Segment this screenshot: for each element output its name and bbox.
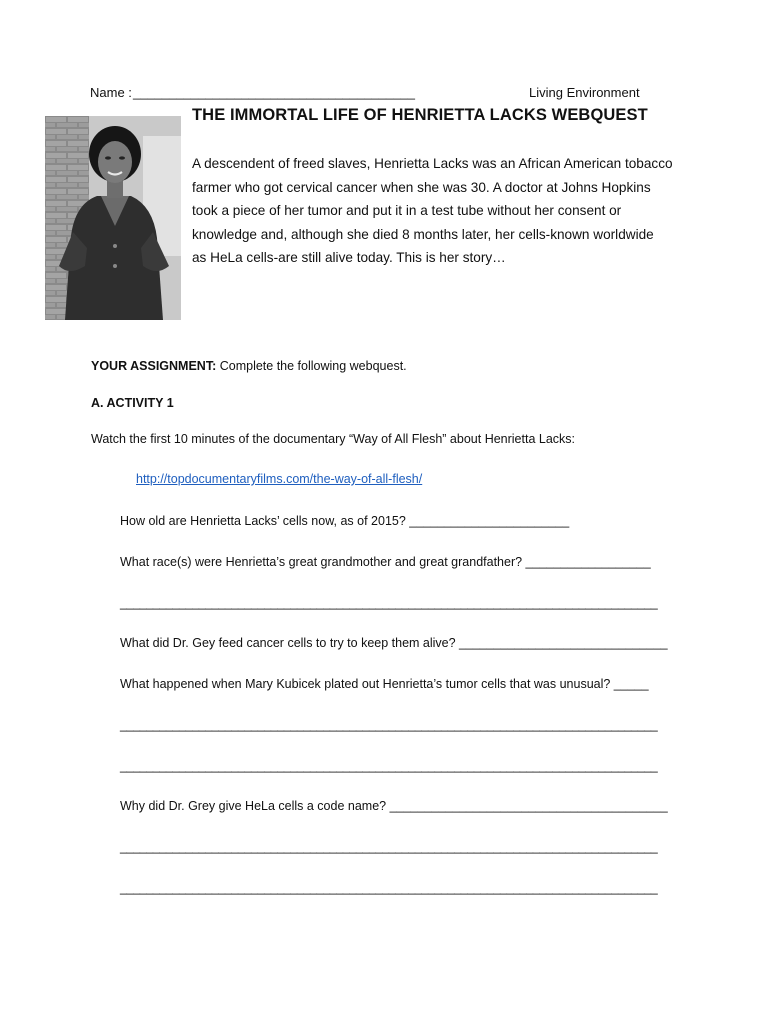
assignment-text: Complete the following webquest. [216, 359, 407, 373]
question-2[interactable]: What race(s) were Henrietta’s great grandmother and great grandfather? __________________ [120, 555, 651, 569]
question-3[interactable]: What did Dr. Gey feed cancer cells to try to keep them alive? ______________________________ [120, 636, 668, 650]
intro-line: as HeLa cells-are still alive today. This is her story… [192, 250, 506, 266]
name-blank[interactable]: _______________________________________ [133, 85, 415, 100]
question-5[interactable]: Why did Dr. Grey give HeLa cells a code name? ________________________________________ [120, 799, 668, 813]
course-name: Living Environment [529, 85, 640, 100]
portrait-photo [45, 116, 181, 320]
intro-line: A descendent of freed slaves, Henrietta Lacks was an African American tobacco [192, 156, 673, 171]
answer-line[interactable]: __________________________________________________________________________________ [120, 718, 658, 732]
question-1[interactable]: How old are Henrietta Lacks’ cells now, as of 2015? _______________________ [120, 514, 570, 528]
watch-instructions: Watch the first 10 minutes of the documentary “Way of All Flesh” about Henrietta Lacks: [91, 432, 576, 446]
intro-line: farmer who got cervical cancer when she was 30. A doctor at Johns Hopkins [192, 179, 651, 195]
intro-paragraph [192, 152, 672, 270]
intro-line: knowledge and, although she died 8 months later, her cells-known worldwide [192, 226, 654, 242]
assignment-label: YOUR ASSIGNMENT: [91, 359, 217, 373]
activity-heading: A. ACTIVITY 1 [91, 396, 174, 410]
assignment [91, 359, 407, 373]
answer-line[interactable]: __________________________________________________________________________________ [120, 759, 658, 773]
page-title: THE IMMORTAL LIFE OF HENRIETTA LACKS WEBQUEST [192, 106, 648, 124]
answer-line[interactable]: __________________________________________________________________________________ [120, 881, 658, 895]
documentary-link[interactable]: http://topdocumentaryfilms.com/the-way-of-all-flesh/ [136, 472, 423, 486]
intro-line: took a piece of her tumor and put it in a test tube without her consent or [192, 203, 622, 219]
name-label: Name : [90, 85, 132, 100]
answer-line[interactable]: __________________________________________________________________________________ [120, 840, 658, 854]
question-4[interactable]: What happened when Mary Kubicek plated out Henrietta’s tumor cells that was unusual? _____ [120, 677, 649, 691]
answer-line[interactable]: __________________________________________________________________________________ [120, 596, 658, 610]
